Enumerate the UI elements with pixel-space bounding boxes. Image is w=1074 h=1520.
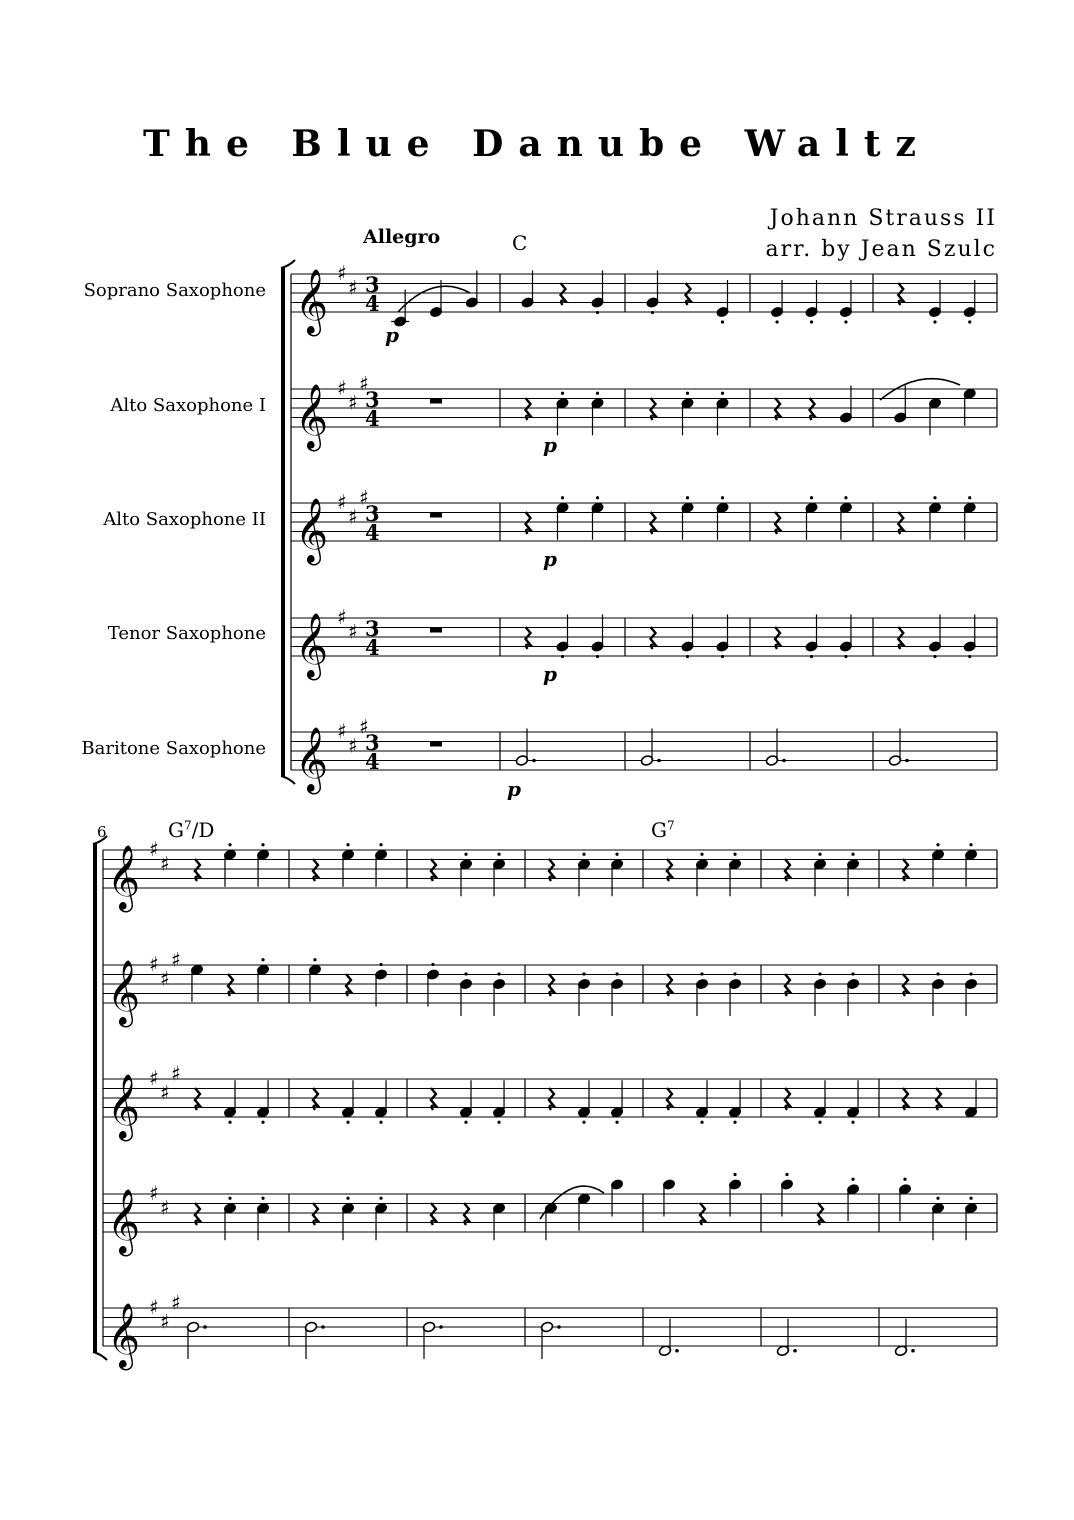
quarter-rest-icon (667, 974, 672, 996)
staccato-dot (968, 496, 971, 499)
sharp-icon: ♯ (337, 376, 347, 400)
arranger: arr. by Jean Szulc (765, 237, 997, 262)
quarter-rest-icon (903, 859, 908, 881)
staccato-dot (936, 972, 939, 975)
quarter-rest-icon (903, 974, 908, 996)
staccato-dot (733, 1121, 736, 1124)
sharp-icon: ♯ (337, 719, 347, 743)
sharp-icon: ♯ (160, 1309, 170, 1334)
staccato-dot (615, 853, 618, 856)
staccato-dot (228, 843, 231, 846)
instrument-name: Baritone Saxophone (81, 738, 266, 759)
staccato-dot (933, 320, 936, 323)
staccato-dot (700, 972, 703, 975)
augmentation-dot (793, 1349, 797, 1353)
staccato-dot (844, 320, 847, 323)
quarter-rest-icon (561, 283, 566, 305)
dynamic-marking: p (507, 777, 521, 801)
staccato-dot (596, 392, 599, 395)
quarter-rest-icon (526, 512, 531, 534)
whole-rest-icon (430, 742, 442, 747)
staccato-dot (721, 496, 724, 499)
measure-number: 6 (97, 823, 107, 841)
sharp-icon: ♯ (337, 261, 347, 285)
dynamic-marking: p (543, 662, 557, 686)
time-signature-top: 3 (365, 730, 380, 755)
augmentation-dot (439, 1325, 443, 1329)
bracket-bottom-hook (281, 776, 295, 784)
staccato-dot (582, 1121, 585, 1124)
staccato-dot (615, 1121, 618, 1124)
quarter-rest-icon (549, 859, 554, 881)
staccato-dot (721, 655, 724, 658)
staccato-dot (968, 655, 971, 658)
quarter-rest-icon (936, 1088, 941, 1110)
quarter-rest-icon (785, 859, 790, 881)
sharp-icon: ♯ (149, 1066, 159, 1090)
staccato-dot (346, 843, 349, 846)
treble-clef-icon: 𝄞 (107, 845, 141, 910)
quarter-rest-icon (775, 512, 780, 534)
staccato-dot (379, 1121, 382, 1124)
quarter-rest-icon (898, 627, 903, 649)
staccato-dot (775, 320, 778, 323)
staccato-dot (733, 972, 736, 975)
chord-extension: 7 (666, 818, 675, 833)
staccato-dot (582, 853, 585, 856)
sharp-icon: ♯ (149, 1181, 159, 1205)
sharp-icon: ♯ (348, 275, 358, 300)
staccato-dot (228, 1197, 231, 1200)
staccato-dot (721, 392, 724, 395)
quarter-rest-icon (667, 1088, 672, 1110)
quarter-rest-icon (651, 398, 656, 420)
staccato-dot (810, 320, 813, 323)
staccato-dot (969, 843, 972, 846)
quarter-rest-icon (195, 1203, 200, 1225)
bracket-top-hook (281, 260, 295, 268)
augmentation-dot (905, 759, 909, 763)
sharp-icon: ♯ (348, 504, 358, 529)
chord-symbol: C (512, 231, 528, 255)
instrument-name: Alto Saxophone I (110, 395, 266, 416)
staccato-dot (313, 958, 316, 961)
dynamic-marking: p (385, 323, 399, 347)
staccato-dot (346, 1197, 349, 1200)
quarter-rest-icon (667, 859, 672, 881)
sharp-icon: ♯ (359, 371, 369, 396)
treble-clef-icon: 𝄞 (295, 498, 329, 563)
staccato-dot (733, 853, 736, 856)
sharp-icon: ♯ (160, 851, 170, 876)
quarter-rest-icon (431, 1203, 436, 1225)
staccato-dot (261, 1197, 264, 1200)
chord-bass: /D (191, 818, 215, 842)
time-signature-bottom: 4 (365, 635, 380, 660)
quarter-rest-icon (313, 859, 318, 881)
staccato-dot (651, 311, 654, 314)
sharp-icon: ♯ (149, 837, 159, 861)
composer: Johann Strauss II (769, 206, 997, 231)
time-signature-bottom: 4 (365, 520, 380, 545)
quarter-rest-icon (346, 974, 351, 996)
quarter-rest-icon (898, 512, 903, 534)
slur (540, 1186, 604, 1219)
treble-clef-icon: 𝄞 (107, 1189, 141, 1254)
sharp-icon: ♯ (149, 1295, 159, 1319)
staccato-dot (851, 1121, 854, 1124)
augmentation-dot (203, 1325, 207, 1329)
staccato-dot (844, 496, 847, 499)
staccato-dot (851, 853, 854, 856)
instrument-name: Soprano Saxophone (83, 280, 266, 301)
augmentation-dot (657, 759, 661, 763)
staccato-dot (497, 972, 500, 975)
quarter-rest-icon (526, 398, 531, 420)
staccato-dot (596, 311, 599, 314)
sharp-icon: ♯ (337, 490, 347, 514)
time-signature-bottom: 4 (365, 749, 380, 774)
augmentation-dot (782, 759, 786, 763)
quarter-rest-icon (651, 512, 656, 534)
time-signature-bottom: 4 (365, 291, 380, 316)
staccato-dot (933, 496, 936, 499)
sharp-icon: ♯ (348, 390, 358, 415)
time-signature-top: 3 (365, 501, 380, 526)
quarter-rest-icon (313, 1088, 318, 1110)
sharp-icon: ♯ (348, 733, 358, 758)
quarter-rest-icon (686, 283, 691, 305)
chord-extension: 7 (183, 818, 192, 833)
quarter-rest-icon (549, 974, 554, 996)
dynamic-marking: p (543, 547, 557, 571)
sharp-icon: ♯ (171, 947, 181, 972)
staccato-dot (785, 1173, 788, 1176)
chord-root: G (651, 818, 667, 842)
treble-clef-icon: 𝄞 (107, 960, 141, 1025)
sharp-icon: ♯ (160, 966, 170, 991)
staccato-dot (596, 655, 599, 658)
staccato-dot (933, 655, 936, 658)
staccato-dot (936, 1197, 939, 1200)
staccato-dot (497, 1121, 500, 1124)
staccato-dot (903, 1178, 906, 1181)
quarter-rest-icon (700, 1203, 705, 1225)
sharp-icon: ♯ (160, 1195, 170, 1220)
staccato-dot (700, 1121, 703, 1124)
staccato-dot (686, 392, 689, 395)
staccato-dot (810, 655, 813, 658)
staccato-dot (818, 853, 821, 856)
time-signature-top: 3 (365, 387, 380, 412)
quarter-rest-icon (526, 627, 531, 649)
augmentation-dot (911, 1349, 915, 1353)
sharp-icon: ♯ (359, 714, 369, 739)
quarter-rest-icon (810, 398, 815, 420)
sharp-icon: ♯ (160, 1080, 170, 1105)
dynamic-marking: p (543, 433, 557, 457)
staccato-dot (936, 843, 939, 846)
quarter-rest-icon (313, 1203, 318, 1225)
staccato-dot (561, 392, 564, 395)
treble-clef-icon: 𝄞 (107, 1303, 141, 1368)
dynamics-layer (385, 323, 557, 801)
bracket-top-hook (93, 836, 107, 844)
staccato-dot (379, 1197, 382, 1200)
staccato-dot (851, 972, 854, 975)
staccato-dot (379, 963, 382, 966)
quarter-rest-icon (195, 859, 200, 881)
quarter-rest-icon (431, 859, 436, 881)
staccato-dot (261, 958, 264, 961)
staccato-dot (733, 1173, 736, 1176)
quarter-rest-icon (898, 283, 903, 305)
staccato-dot (968, 320, 971, 323)
quarter-rest-icon (785, 1088, 790, 1110)
staccato-dot (431, 963, 434, 966)
staccato-dot (346, 1121, 349, 1124)
staccato-dot (686, 655, 689, 658)
staccato-dot (379, 843, 382, 846)
quarter-rest-icon (775, 398, 780, 420)
time-signature-bottom: 4 (365, 406, 380, 431)
staccato-dot (700, 853, 703, 856)
staccato-dot (464, 853, 467, 856)
staccato-dot (818, 1121, 821, 1124)
quarter-rest-icon (431, 1088, 436, 1110)
staccato-dot (969, 1197, 972, 1200)
quarter-rest-icon (651, 627, 656, 649)
quarter-rest-icon (775, 627, 780, 649)
sharp-icon: ♯ (359, 485, 369, 510)
quarter-rest-icon (903, 1088, 908, 1110)
staccato-dot (596, 496, 599, 499)
augmentation-dot (675, 1349, 679, 1353)
staccato-dot (228, 1121, 231, 1124)
staccato-dot (818, 972, 821, 975)
staccato-dot (844, 655, 847, 658)
page-title: The Blue Danube Waltz (143, 123, 931, 165)
sharp-icon: ♯ (171, 1061, 181, 1086)
whole-rest-icon (430, 399, 442, 404)
quarter-rest-icon (818, 1203, 823, 1225)
time-signature-top: 3 (365, 616, 380, 641)
whole-rest-icon (430, 628, 442, 633)
staccato-dot (561, 496, 564, 499)
staff-lines (93, 260, 997, 1370)
instrument-name: Alto Saxophone II (103, 509, 266, 530)
whole-rest-icon (430, 513, 442, 518)
staccato-dot (810, 496, 813, 499)
staccato-dot (261, 1121, 264, 1124)
bracket-bottom-hook (93, 1352, 107, 1360)
staccato-dot (464, 1121, 467, 1124)
staccato-dot (969, 972, 972, 975)
treble-clef-icon: 𝄞 (295, 384, 329, 449)
quarter-rest-icon (464, 1203, 469, 1225)
tempo-marking: Allegro (363, 226, 441, 248)
staccato-dot (582, 972, 585, 975)
sharp-icon: ♯ (337, 605, 347, 629)
treble-clef-icon: 𝄞 (295, 613, 329, 678)
staccato-dot (686, 496, 689, 499)
time-signature-top: 3 (365, 272, 380, 297)
treble-clef-icon: 𝄞 (295, 727, 329, 792)
augmentation-dot (557, 1325, 561, 1329)
treble-clef-icon: 𝄞 (295, 269, 329, 334)
staccato-dot (261, 843, 264, 846)
augmentation-dot (321, 1325, 325, 1329)
staccato-dot (721, 320, 724, 323)
sharp-icon: ♯ (171, 1290, 181, 1315)
sharp-icon: ♯ (149, 952, 159, 976)
staccato-dot (497, 853, 500, 856)
quarter-rest-icon (785, 974, 790, 996)
chord-root: G (168, 818, 184, 842)
quarter-rest-icon (195, 1088, 200, 1110)
staccato-dot (615, 972, 618, 975)
staccato-dot (851, 1178, 854, 1181)
quarter-rest-icon (228, 974, 233, 996)
instrument-name: Tenor Saxophone (107, 623, 266, 644)
augmentation-dot (532, 759, 536, 763)
staccato-dot (561, 655, 564, 658)
staccato-dot (464, 972, 467, 975)
treble-clef-icon: 𝄞 (107, 1074, 141, 1139)
sharp-icon: ♯ (348, 619, 358, 644)
quarter-rest-icon (549, 1088, 554, 1110)
